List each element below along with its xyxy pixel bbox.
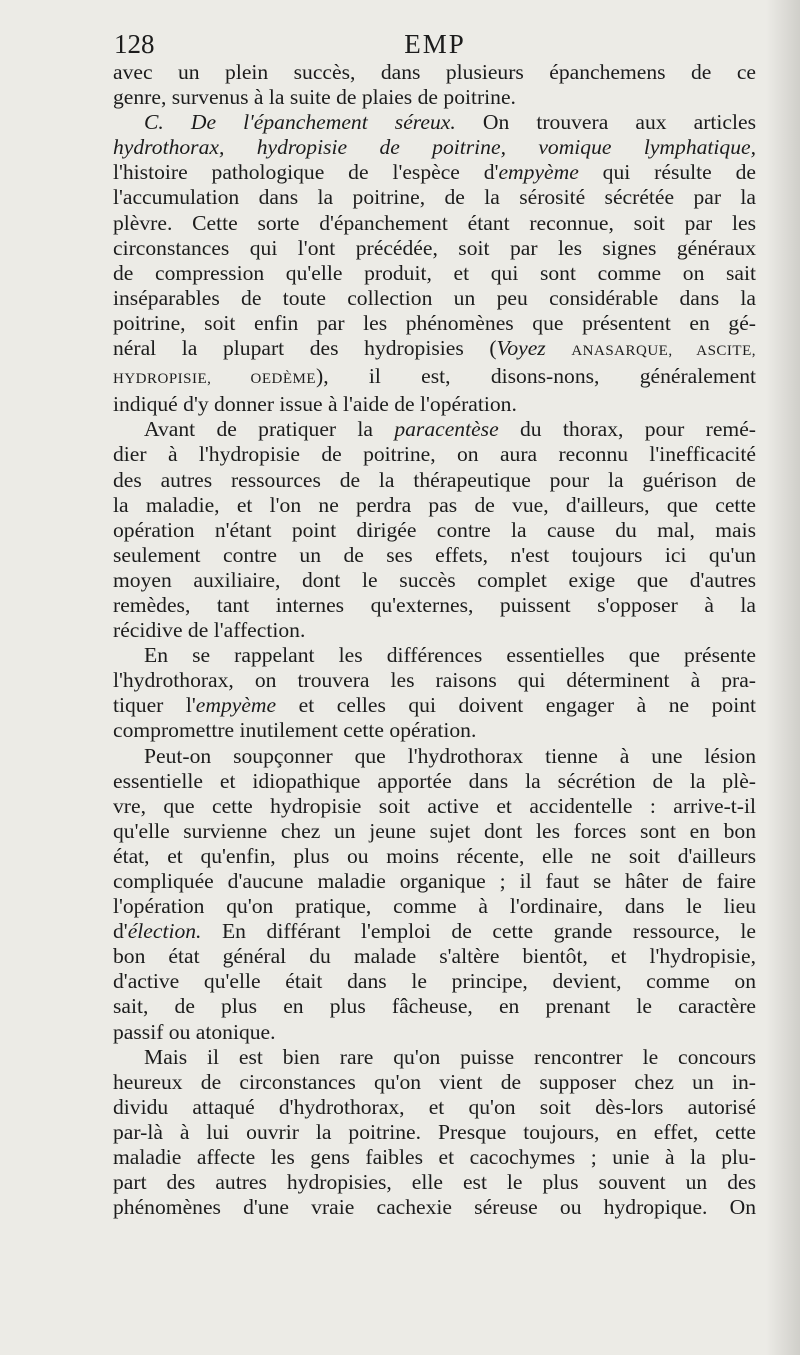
text-line: [113, 211, 756, 236]
text-run: heureux de circonstances qu'on vient de supposer chez un in-: [113, 1069, 756, 1094]
running-head: EMP: [404, 29, 466, 59]
text-run: l'opération qu'on pratique, comme à l'ordinaire, dans le lieu: [113, 894, 756, 919]
text-run: dividu attaqué d'hydrothorax, et qu'on soit dès-lors autorisé: [113, 1094, 756, 1119]
text-line: [113, 668, 756, 693]
text-run: sait, de plus en plus fâcheuse, en prenant le caractère: [113, 994, 756, 1019]
text-run: remèdes, tant internes qu'externes, puissent s'opposer à la: [113, 592, 756, 617]
text-line: [113, 894, 756, 919]
text-line: [113, 618, 756, 643]
text-run: On trouvera aux articles: [455, 110, 757, 135]
text-run: des autres ressources de la thérapeutique pour la guérison de: [113, 467, 756, 492]
text-line: [113, 135, 756, 160]
text-line: [113, 568, 756, 593]
italic-run: paracentèse: [394, 417, 499, 442]
text-run: phénomènes d'une vraie cachexie séreuse ou hydropique. On: [113, 1195, 756, 1220]
text-line: [113, 261, 756, 286]
text-line: [113, 442, 756, 467]
text-line: [113, 1170, 756, 1195]
text-run: passif ou atonique.: [113, 1019, 276, 1044]
text-line: [113, 417, 756, 442]
text-line: [113, 60, 756, 85]
text-run: plèvre. Cette sorte d'épanchement étant reconnue, soit par les: [113, 210, 756, 235]
text-run: et celles qui doivent engager à ne point: [276, 693, 756, 718]
text-run: opération n'étant point dirigée contre la cause du mal, mais: [113, 517, 756, 542]
italic-run: empyème: [195, 693, 277, 718]
text-run: qu'elle survienne chez un jeune sujet dont les forces sont en bon: [113, 818, 756, 843]
text-run: Avant de pratiquer la: [144, 417, 395, 442]
text-line: [113, 593, 756, 618]
text-run: poitrine, soit enfin par les phénomènes que présentent en gé-: [113, 310, 756, 335]
text-run: maladie affecte les gens faibles et cacochymes ; unie à la plu-: [113, 1145, 756, 1170]
text-line: [113, 969, 756, 994]
text-line: [113, 994, 756, 1019]
text-line: [113, 160, 756, 185]
italic-run: hydrothorax, hydropisie de poitrine, vomique lymphatique,: [113, 135, 756, 160]
italic-run: C. De l'épanchement séreux.: [144, 110, 456, 135]
text-line: [113, 919, 756, 944]
text-line: [113, 769, 756, 794]
text-line: [113, 718, 756, 743]
text-line: [113, 643, 756, 668]
text-run: la maladie, et l'on ne perdra pas de vue, d'ailleurs, que cette: [113, 492, 756, 517]
text-run: du thorax, pour remé-: [498, 417, 756, 442]
text-run: bon état général du malade s'altère bientôt, et l'hydropisie,: [113, 944, 756, 969]
text-line: [113, 1070, 756, 1095]
text-line: [113, 1145, 756, 1170]
text-line: [113, 869, 756, 894]
text-run: l'accumulation dans la poitrine, de la sérosité sécrétée par la: [113, 185, 756, 210]
text-run: En différant l'emploi de cette grande ressource, le: [201, 919, 756, 944]
text-run: ), il est, disons-nons, généralement: [316, 364, 756, 389]
text-run: Mais il est bien rare qu'on puisse rencontrer le concours: [144, 1044, 756, 1069]
text-line: [113, 364, 756, 392]
text-line: [113, 392, 756, 417]
text-run: l'hydrothorax, on trouvera les raisons qui déterminent à pra-: [113, 668, 756, 693]
text-run: Peut-on soupçonner que l'hydrothorax tienne à une lésion: [144, 743, 756, 768]
text-line: [113, 311, 756, 336]
text-run: En se rappelant les différences essentielles que présente: [144, 643, 756, 668]
text-run: indiqué d'y donner issue à l'aide de l'opération.: [113, 392, 517, 417]
small-caps-run: ANASARQUE, ASCITE,: [571, 343, 756, 360]
text-line: [113, 110, 756, 135]
text-run: inséparables de toute collection un peu considérable dans la: [113, 285, 756, 310]
text-run: état, et qu'enfin, plus ou moins récente, elle ne soit d'ailleurs: [113, 843, 756, 868]
text-run: seulement contre un de ses effets, n'est toujours ici qu'un: [113, 542, 756, 567]
text-run: compliquée d'aucune maladie organique ; il faut se hâter de faire: [113, 869, 756, 893]
text-line: [113, 1120, 756, 1145]
text-run: d': [113, 919, 128, 944]
page-number: 128: [114, 29, 155, 59]
text-line: [113, 944, 756, 969]
text-run: essentielle et idiopathique apportée dans la sécrétion de la plè-: [113, 768, 756, 793]
text-run: genre, survenus à la suite de plaies de poitrine.: [113, 85, 516, 110]
text-line: [113, 336, 756, 364]
text-line: [113, 693, 756, 718]
italic-run: empyème: [498, 160, 579, 185]
text-line: [113, 1095, 756, 1120]
text-line: [113, 794, 756, 819]
body-text: [113, 60, 756, 1220]
text-line: [113, 286, 756, 311]
text-line: [113, 744, 756, 769]
text-line: [113, 1045, 756, 1070]
text-line: [113, 493, 756, 518]
text-line: [113, 236, 756, 261]
small-caps-run: HYDROPISIE, OEDÈME: [113, 371, 317, 388]
text-run: [546, 336, 572, 360]
text-run: circonstances qui l'ont précédée, soit par les signes généraux: [113, 235, 756, 260]
text-line: [113, 1195, 756, 1220]
text-run: par-là à lui ouvrir la poitrine. Presque toujours, en effet, cette: [113, 1119, 756, 1144]
text-run: d'active qu'elle était dans le principe, devient, comme on: [113, 969, 756, 994]
text-line: [113, 844, 756, 869]
text-run: dier à l'hydropisie de poitrine, on aura reconnu l'inefficacité: [113, 442, 756, 467]
text-line: [113, 543, 756, 568]
text-line: [113, 185, 756, 210]
text-run: compromettre inutilement cette opération.: [113, 718, 477, 743]
text-run: moyen auxiliaire, dont le succès complet exige que d'autres: [113, 567, 756, 592]
text-line: [113, 1020, 756, 1045]
text-run: part des autres hydropisies, elle est le plus souvent un des: [113, 1170, 756, 1195]
text-run: avec un plein succès, dans plusieurs épanchemens de ce: [113, 60, 756, 84]
italic-run: Voyez: [496, 336, 546, 361]
text-line: [113, 819, 756, 844]
text-run: qui résulte de: [578, 160, 756, 185]
italic-run: élection.: [127, 919, 202, 944]
text-run: tiquer l': [113, 693, 196, 718]
text-line: [113, 85, 756, 110]
text-line: [113, 468, 756, 493]
text-run: récidive de l'affection.: [113, 618, 306, 643]
text-line: [113, 518, 756, 543]
text-run: néral la plupart des hydropisies (: [113, 336, 497, 361]
text-run: vre, que cette hydropisie soit active et accidentelle : arrive-t-il: [113, 793, 756, 818]
text-run: l'histoire pathologique de l'espèce d': [113, 160, 499, 185]
text-run: de compression qu'elle produit, et qui sont comme on sait: [113, 260, 756, 285]
